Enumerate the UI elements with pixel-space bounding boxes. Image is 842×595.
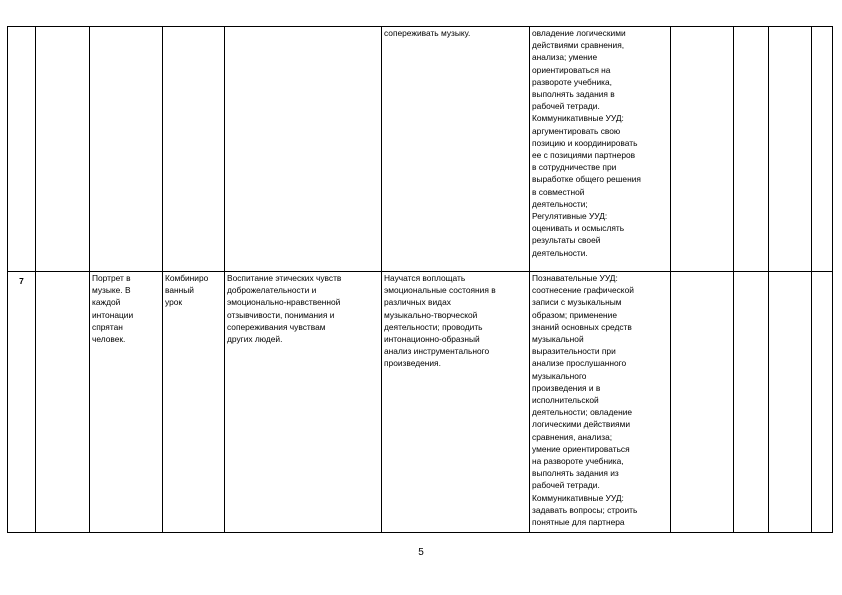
lesson-type-text: Комбиниро ванный урок	[165, 273, 209, 308]
uud-cell	[530, 272, 671, 533]
topic-cell	[90, 27, 163, 272]
control-cell	[671, 27, 734, 272]
subject-results-text: сопереживать музыку.	[384, 28, 471, 38]
page-number: 5	[418, 547, 424, 558]
lesson-plan-table	[7, 26, 833, 533]
extra-cell-1	[734, 27, 769, 272]
personal-results-text: Воспитание этических чувств доброжелательности и эмоционально-нравственной отзывчивости, понимания и сопереживания чувствам других людей.	[227, 273, 342, 345]
topic-text: Портрет в музыке. В каждой интонации спрятан человек.	[92, 273, 134, 345]
extra-cell-3	[812, 272, 833, 533]
lesson-number-cell	[8, 272, 36, 533]
lesson-number-cell	[8, 27, 36, 272]
extra-cell-2	[769, 272, 812, 533]
extra-cell-1	[734, 272, 769, 533]
personal-results-cell	[225, 272, 382, 533]
lesson-number	[10, 27, 33, 30]
personal-results-cell	[225, 27, 382, 272]
lesson-number: 7	[19, 276, 24, 286]
table-row	[8, 272, 833, 533]
subject-results-text: Научатся воплощать эмоциональные состояния в различных видах музыкально-творческой деятельности; проводить интонационно-образный анализ инструментального произведения.	[384, 273, 496, 369]
extra-cell-2	[769, 27, 812, 272]
uud-text: Познавательные УУД: соотнесение графической записи с музыкальным образом; применение знаний основных средств музыкальной выразительности при анализе прослушанного музыкального произведения и в исполнительской деятельности; овладение логическими действиями сравнения, анализа; умение ориентироваться на развороте учебника, выполнять задания из рабочей тетради. Коммуникативные УУД: задавать вопросы; строить понятные для партнера	[532, 273, 638, 528]
lesson-type-cell	[163, 272, 225, 533]
extra-cell-3	[812, 27, 833, 272]
subject-results-cell	[382, 272, 530, 533]
table-row	[8, 27, 833, 272]
date-plan-cell	[36, 27, 90, 272]
subject-results-cell	[382, 27, 530, 272]
uud-text: овладение логическими действиями сравнения, анализа; умение ориентироваться на развороте учебника, выполнять задания в рабочей тетради. Коммуникативные УУД: аргументировать свою позицию и координировать ее с позициями партнеров в сотрудничестве при выработке общего решения в совместной деятельности; Регулятивные УУД: оценивать и осмыслять результаты своей деятельности.	[532, 28, 641, 258]
lesson-type-cell	[163, 27, 225, 272]
control-cell	[671, 272, 734, 533]
topic-cell	[90, 272, 163, 533]
date-plan-cell	[36, 272, 90, 533]
uud-cell	[530, 27, 671, 272]
